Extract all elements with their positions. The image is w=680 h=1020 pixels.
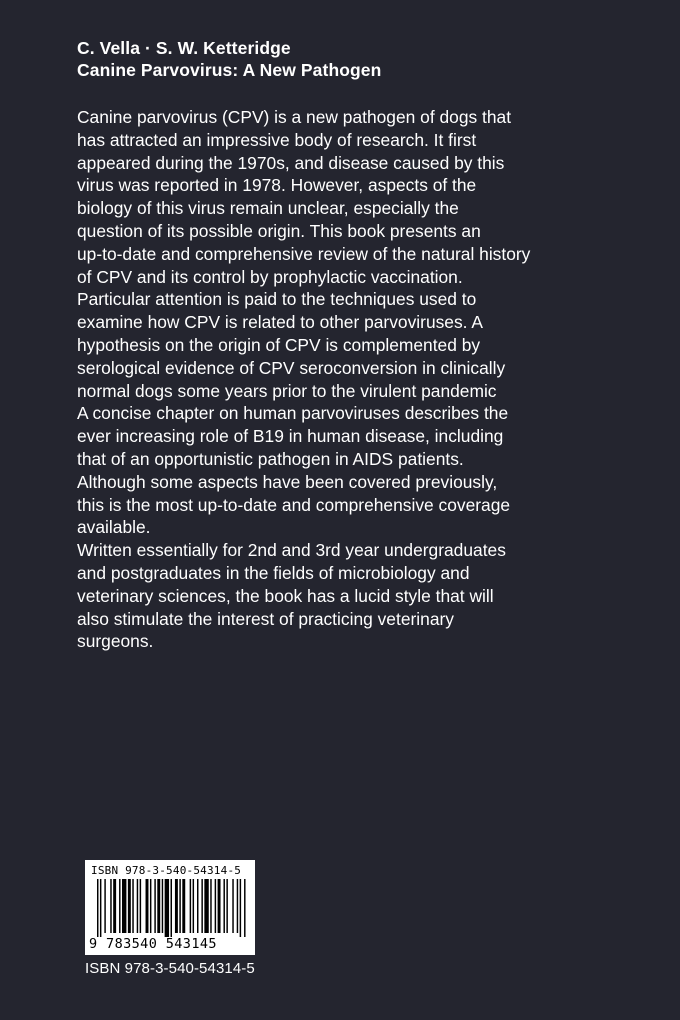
blurb-line: Canine parvovirus (CPV) is a new pathogen of dogs that bbox=[77, 107, 512, 127]
blurb-line: hypothesis on the origin of CPV is complemented by bbox=[77, 334, 481, 355]
barcode-bar bbox=[110, 879, 111, 933]
barcode-bar bbox=[240, 879, 241, 937]
blurb-line: serological evidence of CPV seroconversion in clinically bbox=[77, 357, 506, 378]
blurb-line: surgeons. bbox=[77, 631, 154, 652]
barcode-bar bbox=[232, 879, 233, 933]
blurb-line: question of its possible origin. This book presents an bbox=[77, 220, 481, 241]
barcode-bar bbox=[146, 879, 149, 933]
barcode-bar bbox=[104, 879, 105, 933]
book-title: Canine Parvovirus: A New Pathogen bbox=[77, 60, 382, 80]
barcode-bar bbox=[223, 879, 224, 933]
blurb-line: available. bbox=[77, 517, 151, 538]
blurb-text bbox=[77, 106, 637, 653]
barcode-digits: 9 783540 543145 bbox=[89, 936, 217, 952]
barcode-bar bbox=[204, 879, 208, 933]
barcode-bar bbox=[237, 879, 238, 933]
barcode-bar bbox=[165, 879, 169, 937]
authors: C. Vella · S. W. Ketteridge bbox=[77, 38, 291, 58]
barcode-bar bbox=[128, 879, 131, 933]
blurb-line: Written essentially for 2nd and 3rd year undergraduates bbox=[77, 540, 506, 561]
barcode-bar bbox=[162, 879, 163, 933]
barcode-bar bbox=[175, 879, 178, 933]
barcode bbox=[85, 860, 255, 955]
barcode-bars bbox=[97, 879, 247, 937]
blurb-line: has attracted an impressive body of research. It first bbox=[77, 129, 477, 150]
barcode-bar bbox=[244, 879, 245, 937]
barcode-bar bbox=[157, 879, 160, 933]
barcode-bar bbox=[179, 879, 180, 933]
blurb-line: biology of this virus remain unclear, especially the bbox=[77, 198, 459, 219]
barcode-bar bbox=[218, 879, 221, 933]
blurb-line: A concise chapter on human parvoviruses describes the bbox=[77, 403, 509, 424]
blurb-line: that of an opportunistic pathogen in AIDS patients. bbox=[77, 448, 464, 469]
blurb-line: ever increasing role of B19 in human disease, including bbox=[77, 426, 504, 447]
barcode-bar bbox=[226, 879, 227, 933]
blurb-line: examine how CPV is related to other parvoviruses. A bbox=[77, 312, 483, 333]
blurb-line: also stimulate the interest of practicing veterinary bbox=[77, 608, 454, 629]
barcode-bar bbox=[182, 879, 185, 933]
blurb-line: up-to-date and comprehensive review of the natural history bbox=[77, 243, 531, 264]
barcode-bar bbox=[190, 879, 191, 933]
barcode-bar bbox=[140, 879, 141, 933]
blurb-line: Although some aspects have been covered previously, bbox=[77, 471, 498, 492]
barcode-bar bbox=[154, 879, 155, 933]
barcode-bar bbox=[197, 879, 198, 933]
barcode-bar bbox=[137, 879, 138, 933]
blurb-line: virus was reported in 1978. However, aspects of the bbox=[77, 175, 477, 196]
blurb-line: this is the most up-to-date and comprehensive coverage bbox=[77, 494, 511, 515]
barcode-bar bbox=[97, 879, 98, 937]
barcode-bar bbox=[193, 879, 194, 933]
cover-header bbox=[77, 37, 381, 81]
barcode-bar bbox=[119, 879, 120, 933]
barcode-bar bbox=[210, 879, 211, 933]
isbn-text: ISBN 978-3-540-54314-5 bbox=[85, 960, 255, 977]
barcode-bar bbox=[201, 879, 202, 933]
barcode-bar bbox=[122, 879, 126, 933]
barcode-bar bbox=[100, 879, 101, 937]
barcode-bar bbox=[150, 879, 151, 933]
barcode-bar bbox=[171, 879, 172, 937]
barcode-bar bbox=[113, 879, 116, 933]
barcode-top-label: ISBN 978-3-540-54314-5 bbox=[91, 864, 242, 877]
barcode-bar bbox=[132, 879, 133, 933]
blurb-line: of CPV and its control by prophylactic vaccination. bbox=[77, 266, 463, 287]
blurb-line: normal dogs some years prior to the virulent pandemic bbox=[77, 380, 497, 401]
blurb-line: appeared during the 1970s, and disease caused by this bbox=[77, 152, 505, 173]
blurb-line: and postgraduates in the fields of microbiology and bbox=[77, 562, 470, 583]
blurb-line: veterinary sciences, the book has a lucid style that will bbox=[77, 585, 494, 606]
blurb-line: Particular attention is paid to the techniques used to bbox=[77, 289, 477, 310]
barcode-bar bbox=[215, 879, 216, 933]
